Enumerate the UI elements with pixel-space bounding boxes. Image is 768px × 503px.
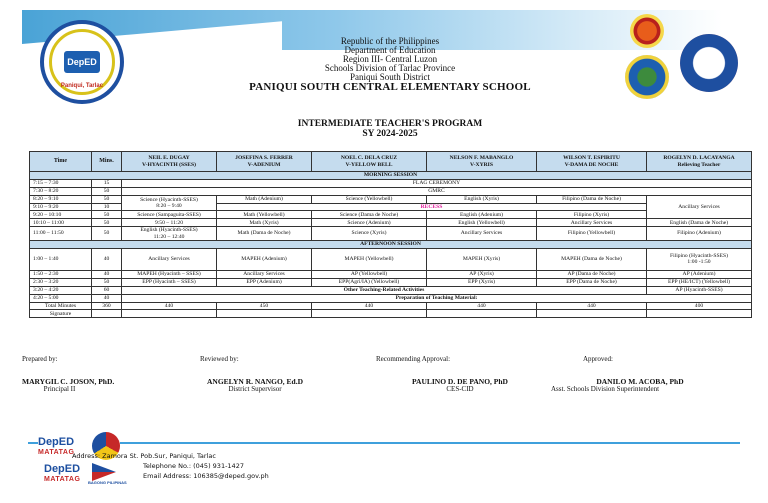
table-row: [30, 179, 752, 187]
time-cell: 11:00 – 11:50: [30, 227, 92, 241]
footer-line-left: [28, 442, 38, 444]
schedule-cell: Math (Dama de Noche): [217, 227, 312, 241]
schedule-cell: Math (Xyris): [217, 219, 312, 227]
approved-name: DANILO M. ACOBA, PhD: [596, 377, 684, 386]
footer-line: [120, 442, 740, 444]
ancillary-services-cell: Ancillary Services: [647, 195, 752, 219]
teacher-name: WILSON T. ESPIRITU: [563, 155, 620, 162]
signature-cell: [537, 310, 647, 318]
school-name: PANIQUI SOUTH CENTRAL ELEMENTARY SCHOOL: [249, 81, 531, 93]
col-time: Time: [30, 152, 92, 172]
school-year-line: SY 2024-2025: [362, 129, 418, 139]
total-cell: 440: [537, 302, 647, 310]
school-seal: [40, 20, 124, 104]
schedule-table: [29, 151, 752, 318]
other-activities-cell: Other Teaching-Related Activities: [122, 286, 647, 294]
footer-email: Email Address: 106385@deped.gov.ph: [143, 472, 269, 480]
school-seal-ring-text: Paniqui, Tarlac: [60, 83, 104, 89]
col-mins: Mins.: [92, 152, 122, 172]
schedule-cell: Ancillary Services: [122, 248, 217, 270]
table-row: [30, 248, 752, 270]
schedule-cell: Ancillary Services: [217, 270, 312, 278]
mins-cell: 50: [92, 187, 122, 195]
matatag-logo: MATATAG: [38, 449, 75, 456]
total-row: [30, 302, 752, 310]
recommending-name: PAULINO D. DE PANO, PhD: [412, 377, 508, 386]
schedule-cell: Science (Xyris): [312, 227, 427, 241]
table-header-row: [30, 152, 752, 172]
schedule-cell: English (Dama de Noche): [647, 219, 752, 227]
col-teacher-5: [537, 152, 647, 172]
schedule-cell: AP (Dama de Noche): [537, 270, 647, 278]
time-cell: 9:10 – 9:20: [30, 203, 92, 211]
footer-phone: Telephone No.: (045) 931-1427: [143, 462, 244, 470]
schedule-cell: [647, 248, 752, 270]
time-cell: 2:30 – 3:20: [30, 278, 92, 286]
matatag-logo-2: MATATAG: [44, 476, 81, 483]
schedule-cell: Math (Yellowbell): [217, 211, 312, 219]
schedule-cell: Science (Adenium): [312, 219, 427, 227]
signature-cell: [92, 310, 122, 318]
schedule-cell: 9:50 – 11:20: [122, 219, 217, 227]
schedule-cell: AP (Adenium): [647, 270, 752, 278]
total-cell: 450: [217, 302, 312, 310]
schedule-cell: EPP (Xyris): [427, 278, 537, 286]
schedule-cell: EPP (HE/ICT) (Yellowbell): [647, 278, 752, 286]
flag-ceremony-cell: FLAG CEREMONY: [122, 179, 752, 187]
schedule-cell: Ancillary Services: [537, 219, 647, 227]
division-seal-icon: [630, 14, 664, 48]
schedule-cell: MAPEH (Xyris): [427, 248, 537, 270]
schedule-cell: MAPEH (Dama de Noche): [537, 248, 647, 270]
reviewed-position: District Supervisor: [228, 385, 282, 393]
time-cell: 10:10 – 11:00: [30, 219, 92, 227]
total-cell: 400: [647, 302, 752, 310]
teacher-class: V-DAMA DE NOCHE: [564, 161, 619, 168]
signature-cell: [217, 310, 312, 318]
teacher-name: NOEL C. DELA CRUZ: [340, 155, 398, 162]
district-line: Paniqui South District: [349, 72, 430, 82]
time-cell: 4:20 – 5:00: [30, 294, 92, 302]
gmrc-cell: GMRC: [122, 187, 752, 195]
teacher-name: NELSON F. MABANGLO: [449, 155, 514, 162]
col-teacher-6: [647, 152, 752, 172]
session-row: [30, 172, 752, 180]
recommending-label: Recommending Approval:: [376, 355, 451, 363]
table-row: [30, 195, 752, 203]
morning-session-label: MORNING SESSION: [30, 172, 752, 180]
time-cell: 7:15 – 7:30: [30, 179, 92, 187]
schedule-cell: EPP (Hyacinth – SSES): [122, 278, 217, 286]
teacher-class: V-ADENIUM: [247, 161, 281, 168]
mins-cell: 50: [92, 211, 122, 219]
mins-cell: 50: [92, 278, 122, 286]
recess-cell: RECESS: [217, 203, 647, 211]
deped-logo: DepED: [38, 436, 75, 448]
subject-text: Science (Hyacinth-SSES): [140, 196, 198, 203]
footer-address: Address: Zamora St. Pob.Sur, Paniqui, Tarlac: [72, 452, 216, 460]
schedule-cell: English (Yellowbell): [427, 219, 537, 227]
teacher-class: V-YELLOW BELL: [345, 161, 393, 168]
bagong-pilipinas-text: BAGONG PILIPINAS: [88, 480, 127, 485]
approved-label: Approved:: [583, 355, 613, 363]
prepared-label: Prepared by:: [22, 355, 58, 363]
total-cell: 440: [122, 302, 217, 310]
reviewed-name: ANGELYN R. NANGO, Ed.D: [207, 377, 303, 386]
time-cell: 9:20 – 10:10: [30, 211, 92, 219]
total-cell: 440: [312, 302, 427, 310]
col-teacher-4: [427, 152, 537, 172]
time-range-text: 11:20 – 12:40: [153, 233, 185, 240]
schedule-cell: Ancillary Services: [427, 227, 537, 241]
time-cell: 3:20 – 4:20: [30, 286, 92, 294]
schedule-cell: EPP (Dama de Noche): [537, 278, 647, 286]
schedule-cell: EPP(Agri/IA) (Yellowbell): [312, 278, 427, 286]
time-range-text: 8:20 – 9:40: [156, 203, 182, 210]
total-label: Total Minutes: [30, 302, 92, 310]
program-title: [200, 119, 580, 139]
deped-logo-2: DepED: [44, 463, 81, 475]
session-row: [30, 241, 752, 249]
col-teacher-1: [122, 152, 217, 172]
teacher-class: V-XYRIS: [470, 161, 493, 168]
time-cell: 8:20 – 9:10: [30, 195, 92, 203]
mins-cell: 50: [92, 219, 122, 227]
deped-seal-icon: [680, 34, 738, 92]
schedule-cell: MAPEH (Adenium): [217, 248, 312, 270]
mins-cell: 40: [92, 294, 122, 302]
division-line: Schools Division of Tarlac Province: [324, 63, 456, 73]
schedule-cell: MAPEH (Yellowbell): [312, 248, 427, 270]
subject-text: Filipino (Hyacinth-SSES): [670, 253, 728, 260]
mins-cell: 40: [92, 270, 122, 278]
table-row: [30, 187, 752, 195]
schedule-cell: Filipino (Dama de Noche): [537, 195, 647, 203]
time-cell: 1:50 – 2:30: [30, 270, 92, 278]
schedule-cell: Filipino (Adenium): [647, 227, 752, 241]
signature-cell: [122, 310, 217, 318]
col-teacher-3: [312, 152, 427, 172]
teacher-class: Relieving Teacher: [677, 161, 721, 168]
schedule-cell: Filipino (Xyris): [537, 211, 647, 219]
mins-cell: 60: [92, 286, 122, 294]
schedule-cell: Science (Yellowbell): [312, 195, 427, 203]
schedule-cell: EPP (Adenium): [217, 278, 312, 286]
table-row: [30, 286, 752, 294]
bagong-pilipinas-flag-icon: [92, 463, 116, 481]
time-cell: 7:30 – 8:20: [30, 187, 92, 195]
district-seal-icon: [625, 55, 669, 99]
schedule-cell: [122, 227, 217, 241]
mins-cell: 50: [92, 195, 122, 203]
time-range-text: 1:00 -1:50: [687, 259, 711, 266]
signature-cell: [312, 310, 427, 318]
schedule-cell: English (Xyris): [427, 195, 537, 203]
schedule-cell: AP (Hyacinth-SSES): [647, 286, 752, 294]
schedule-cell: Math (Adenium): [217, 195, 312, 203]
prepared-name: MARYGIL C. JOSON, PhD.: [22, 377, 115, 386]
time-cell: 1:00 – 1:40: [30, 248, 92, 270]
prepared-position: Principal II: [43, 385, 76, 393]
program-title-line: INTERMEDIATE TEACHER'S PROGRAM: [297, 119, 483, 129]
republic-line: Republic of the Philippines: [340, 36, 440, 46]
subject-text: English (Hyacinth-SSES): [140, 227, 198, 234]
reviewed-label: Reviewed by:: [200, 355, 239, 363]
region-line: Region III- Central Luzon: [342, 54, 438, 64]
mins-cell: 10: [92, 203, 122, 211]
recommending-position: CES-CID: [446, 385, 474, 393]
table-row: [30, 211, 752, 219]
agency-header: [200, 37, 580, 93]
schedule-cell: English (Adenium): [427, 211, 537, 219]
total-cell: 440: [427, 302, 537, 310]
table-row: [30, 270, 752, 278]
schedule-cell: [122, 195, 217, 211]
mins-cell: 15: [92, 179, 122, 187]
afternoon-session-label: AFTERNOON SESSION: [30, 241, 752, 249]
schedule-cell: Science (Sampaguita-SSES): [122, 211, 217, 219]
table-row: [30, 219, 752, 227]
teacher-class: V-HYACINTH (SSES): [142, 161, 196, 168]
mins-cell: 50: [92, 227, 122, 241]
approved-position: Asst. Schools Division Superintendent: [550, 385, 660, 393]
table-row: [30, 227, 752, 241]
table-row: [30, 294, 752, 302]
preparation-cell: Preparation of Teaching Material:: [122, 294, 752, 302]
mins-cell: 40: [92, 248, 122, 270]
department-line: Department of Education: [344, 45, 436, 55]
signature-cell: [647, 310, 752, 318]
teacher-name: ROGELYN D. LACAYANGA: [663, 155, 735, 162]
mins-cell: 360: [92, 302, 122, 310]
schedule-cell: AP (Yellowbell): [312, 270, 427, 278]
schedule-cell: AP (Xyris): [427, 270, 537, 278]
signature-row: [30, 310, 752, 318]
schedule-cell: Filipino (Yellowbell): [537, 227, 647, 241]
schedule-cell: Science (Dama de Noche): [312, 211, 427, 219]
signature-label: Signature: [30, 310, 92, 318]
teacher-name: JOSEFINA S. FERRER: [235, 155, 293, 162]
table-row: [30, 278, 752, 286]
school-seal-center: DepED: [64, 51, 100, 73]
col-teacher-2: [217, 152, 312, 172]
signature-cell: [427, 310, 537, 318]
teacher-name: NEIL E. DUGAY: [148, 155, 190, 162]
schedule-cell: MAPEH (Hyacinth – SSES): [122, 270, 217, 278]
